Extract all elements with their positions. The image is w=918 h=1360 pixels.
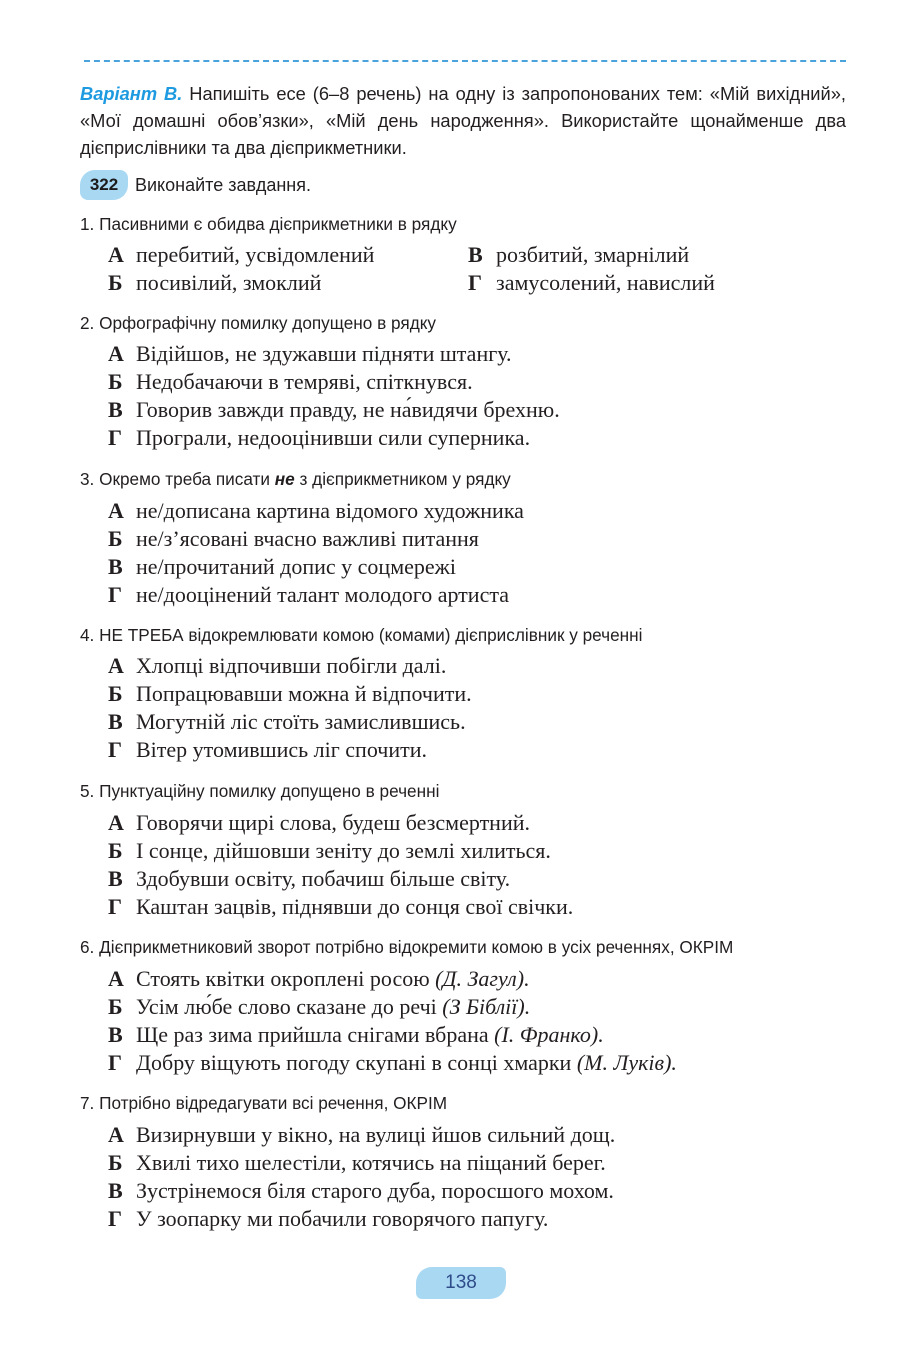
option-letter: В <box>108 1022 123 1047</box>
option-text: посивілий, змоклий <box>136 270 322 295</box>
option-letter: Г <box>108 1206 122 1231</box>
option-letter: Б <box>108 270 123 295</box>
option-text: Каштан зацвів, піднявши до сонця свої свічки. <box>136 894 574 919</box>
question-4-options <box>108 652 472 764</box>
option-a <box>108 1121 615 1149</box>
option-letter: А <box>108 498 124 523</box>
option-letter: Г <box>108 425 122 450</box>
variant-text: Напишіть есе (6–8 речень) на одну із запропонованих тем: «Мій вихідний», «Мої домашні обов’язки», «Мій день народження». Використайте щонайменше два дієприслівники та два дієприкметники. <box>80 83 846 158</box>
option-text: Могутній ліс стоїть замислившись. <box>136 709 466 734</box>
option-a <box>108 652 472 680</box>
variant-title: Варіант В. <box>80 83 183 104</box>
variant-b-paragraph <box>80 80 846 161</box>
option-letter: А <box>108 966 124 991</box>
task-number-badge: 322 <box>80 170 128 200</box>
option-a <box>108 497 524 525</box>
option-text: У зоопарку ми побачили говорячого папугу. <box>136 1206 549 1231</box>
option-v <box>108 553 524 581</box>
option-letter: В <box>468 242 483 267</box>
option-letter: В <box>108 554 123 579</box>
question-1-options <box>108 241 828 297</box>
dashed-divider <box>84 60 846 62</box>
option-v <box>108 1021 677 1049</box>
question-3-options <box>108 497 524 609</box>
option-b <box>108 993 677 1021</box>
option-text: Вітер утомившись ліг спочити. <box>136 737 427 762</box>
option-g <box>468 269 828 297</box>
option-b <box>108 1149 615 1177</box>
option-letter: В <box>108 709 123 734</box>
option-text: Попрацювавши можна й відпочити. <box>136 681 472 706</box>
option-b <box>108 837 573 865</box>
option-text: Зустрінемося біля старого дуба, поросшого мохом. <box>136 1178 614 1203</box>
option-a <box>108 809 573 837</box>
option-text: перебитий, усвідомлений <box>136 242 375 267</box>
option-b <box>108 680 472 708</box>
task-header <box>80 170 311 200</box>
question-3-emphasis: не <box>274 469 295 489</box>
option-text: Недобачаючи в темряві, спіткнувся. <box>136 369 473 394</box>
question-6: 6. Дієприкметниковий зворот потрібно відокремити комою в усіх реченнях, ОКРІМ <box>80 937 734 957</box>
option-letter: А <box>108 1122 124 1147</box>
option-g <box>108 736 472 764</box>
question-3-text: 3. Окремо треба писати <box>80 469 275 489</box>
option-b <box>108 368 560 396</box>
option-source: (М. Луків). <box>576 1050 677 1075</box>
option-text: не/дооцінений талант молодого артиста <box>136 582 509 607</box>
option-v <box>108 708 472 736</box>
option-v <box>108 1177 615 1205</box>
page-number: 138 <box>416 1267 506 1299</box>
question-1: 1. Пасивними є обидва дієприкметники в рядку <box>80 214 457 234</box>
option-letter: Г <box>108 1050 122 1075</box>
option-a <box>108 241 468 269</box>
option-a <box>108 340 560 368</box>
option-text: не/з’ясовані вчасно важливі питання <box>136 526 479 551</box>
option-b <box>108 269 468 297</box>
option-text: Хлопці відпочивши побігли далі. <box>136 653 447 678</box>
option-g <box>108 1205 615 1233</box>
option-text: Програли, недооцінивши сили суперника. <box>136 425 531 450</box>
option-text: Добру віщують погоду скупані в сонці хмарки <box>136 1050 577 1075</box>
question-6-options <box>108 965 677 1077</box>
option-letter: Б <box>108 994 123 1019</box>
option-text: замусолений, навислий <box>496 270 715 295</box>
option-letter: А <box>108 341 124 366</box>
option-letter: Б <box>108 1150 123 1175</box>
question-7-options <box>108 1121 615 1233</box>
option-letter: Б <box>108 526 123 551</box>
option-text: Говорив завжди правду, не на́видячи брехню. <box>136 397 560 422</box>
option-letter: Б <box>108 838 123 863</box>
question-2-options <box>108 340 560 452</box>
question-7: 7. Потрібно відредагувати всі речення, ОКРІМ <box>80 1093 448 1113</box>
option-letter: А <box>108 653 124 678</box>
question-5-options <box>108 809 573 921</box>
question-2: 2. Орфографічну помилку допущено в рядку <box>80 313 437 333</box>
option-v <box>108 865 573 893</box>
option-letter: Г <box>108 894 122 919</box>
option-a <box>108 965 677 993</box>
option-g <box>108 1049 677 1077</box>
task-instruction: Виконайте завдання. <box>135 174 311 195</box>
option-letter: Г <box>108 737 122 762</box>
option-g <box>108 424 560 452</box>
question-3-text-end: з дієприкметником у рядку <box>294 469 511 489</box>
option-letter: Г <box>108 582 122 607</box>
option-text: Хвилі тихо шелестіли, котячись на піщаний берег. <box>136 1150 606 1175</box>
option-g <box>108 581 524 609</box>
option-text: не/прочитаний допис у соцмережі <box>136 554 456 579</box>
question-4: 4. НЕ ТРЕБА відокремлювати комою (комами) дієприслівник у реченні <box>80 625 643 645</box>
option-v <box>108 396 560 424</box>
question-5: 5. Пунктуаційну помилку допущено в реченні <box>80 781 440 801</box>
option-text: І сонце, дійшовши зеніту до землі хилиться. <box>136 838 551 863</box>
option-text: Стоять квітки окроплені росою <box>136 966 436 991</box>
question-3 <box>80 468 511 490</box>
option-v <box>468 241 828 269</box>
option-text: Ще раз зима прийшла снігами вбрана <box>136 1022 495 1047</box>
option-source: (Д. Загул). <box>435 966 530 991</box>
option-g <box>108 893 573 921</box>
option-letter: В <box>108 397 123 422</box>
option-text: Усім лю́бе слово сказане до речі <box>136 994 443 1019</box>
option-letter: А <box>108 242 124 267</box>
option-text: не/дописана картина відомого художника <box>136 498 524 523</box>
option-letter: В <box>108 866 123 891</box>
option-letter: А <box>108 810 124 835</box>
option-source: (І. Франко). <box>494 1022 604 1047</box>
option-letter: Б <box>108 369 123 394</box>
option-text: розбитий, змарнілий <box>496 242 690 267</box>
option-text: Говорячи щирі слова, будеш безсмертний. <box>136 810 531 835</box>
option-letter: В <box>108 1178 123 1203</box>
option-text: Здобувши освіту, побачиш більше світу. <box>136 866 511 891</box>
option-letter: Г <box>468 270 482 295</box>
option-letter: Б <box>108 681 123 706</box>
option-text: Відійшов, не здужавши підняти штангу. <box>136 341 512 366</box>
option-b <box>108 525 524 553</box>
option-source: (З Біблії). <box>442 994 531 1019</box>
option-text: Визирнувши у вікно, на вулиці йшов сильний дощ. <box>136 1122 616 1147</box>
